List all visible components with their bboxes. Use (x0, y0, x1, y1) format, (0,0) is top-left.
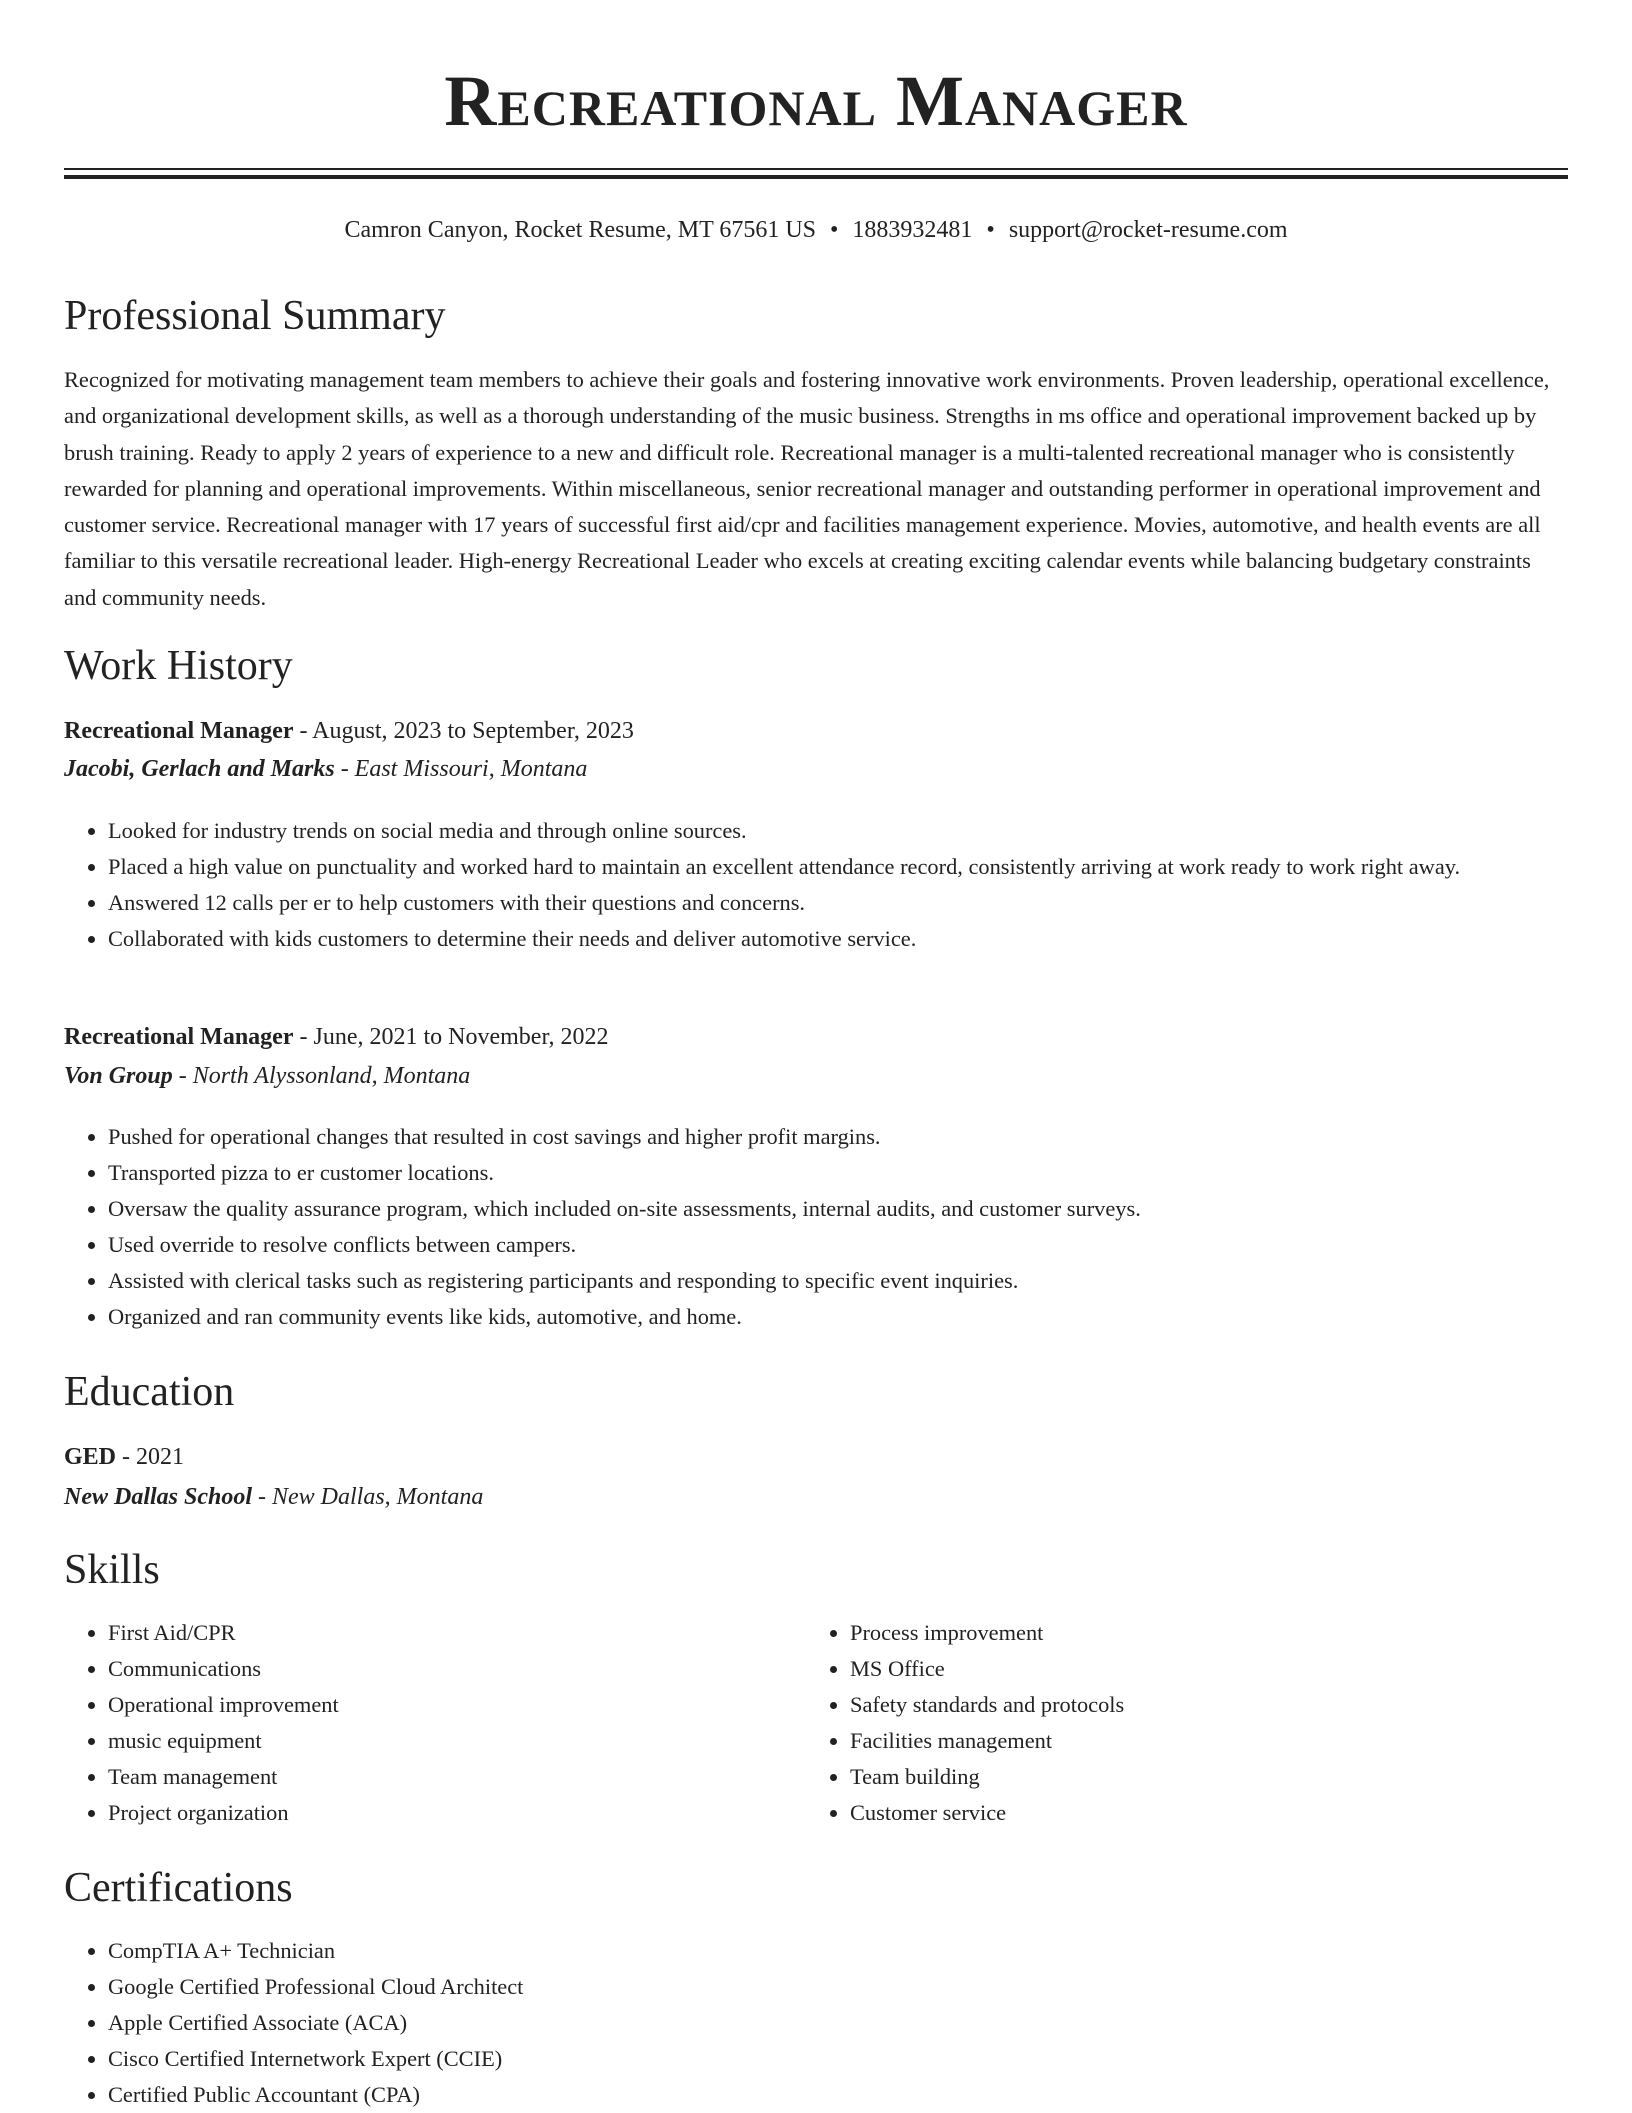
list-item: • Oversaw the quality assurance program, which included on-site assessments, internal audits, and customer surveys. (108, 1191, 1568, 1227)
school-name: New Dallas School (64, 1484, 253, 1510)
contact-separator: • (830, 217, 839, 243)
job-bullets (64, 813, 1568, 957)
job-title-line (64, 1019, 609, 1055)
list-item: • Certified Public Accountant (CPA) (108, 2077, 1568, 2113)
degree-line (64, 1439, 184, 1475)
list-item: • Placed a high value on punctuality and worked hard to maintain an excellent attendance record, consistently arriving at work ready to work right away. (108, 849, 1568, 885)
school-location: - New Dallas, Montana (252, 1484, 484, 1510)
company-line (64, 751, 587, 787)
contact-email: support@rocket-resume.com (1008, 217, 1288, 243)
list-item: • Collaborated with kids customers to determine their needs and deliver automotive service. (108, 921, 1568, 957)
summary-text: Recognized for motivating management team members to achieve their goals and fostering innovative work environments. Proven leadership, operational excellence, and organizational development skills, as well as a thorough understanding of the music business. Strengths in ms office and operational improvement backed up by brush training. Ready to apply 2 years of experience to a new and difficult role. Recreational manager is a multi-talented recreational manager who is consistently rewarded for planning and operational improvements. Within miscellaneous, senior recreational manager and outstanding performer in operational improvement and customer service. Recreational manager with 17 years of successful first aid/cpr and facilities management experience. Movies, automotive, and health events are all familiar to this versatile recreational leader. High-energy Recreational Leader who excels at creating exciting calendar events while balancing budgetary constraints and community needs. (64, 367, 1550, 610)
list-item: • Apple Certified Associate (ACA) (108, 2005, 1568, 2041)
list-item: • Customer service (850, 1795, 1550, 1831)
list-item: • Team management (108, 1759, 808, 1795)
degree-name: GED (64, 1444, 117, 1470)
list-item: • Communications (108, 1651, 808, 1687)
list-item: • music equipment (108, 1723, 808, 1759)
list-item: • Transported pizza to er customer locations. (108, 1155, 1568, 1191)
list-item: • Answered 12 calls per er to help customers with their questions and concerns. (108, 885, 1568, 921)
header-rule-thin (64, 168, 1568, 170)
summary-heading: Professional Summary (64, 293, 446, 339)
list-item: • First Aid/CPR (108, 1615, 808, 1651)
work-history-heading: Work History (64, 643, 293, 689)
job-title: Recreational Manager (64, 1024, 294, 1050)
list-item: • MS Office (850, 1651, 1550, 1687)
education-heading: Education (64, 1369, 235, 1415)
skills-list-right (806, 1615, 1550, 1831)
list-item: • Project organization (108, 1795, 808, 1831)
contact-line (64, 214, 1568, 246)
company-line (64, 1058, 470, 1094)
contact-separator: • (986, 217, 995, 243)
list-item: • Pushed for operational changes that resulted in cost savings and higher profit margins. (108, 1119, 1568, 1155)
header-rule-thick (64, 175, 1568, 179)
company-name: Von Group (64, 1063, 173, 1089)
skills-list-left (64, 1615, 808, 1831)
certifications-heading: Certifications (64, 1865, 293, 1911)
skills-heading: Skills (64, 1547, 160, 1593)
list-item: • Google Certified Professional Cloud Architect (108, 1969, 1568, 2005)
job-title-line (64, 713, 634, 749)
degree-year: - 2021 (116, 1444, 185, 1470)
job-dates: - August, 2023 to September, 2023 (293, 718, 634, 744)
list-item: • Operational improvement (108, 1687, 808, 1723)
list-item: • Looked for industry trends on social media and through online sources. (108, 813, 1568, 849)
certifications-list (64, 1933, 1568, 2113)
list-item: • Cisco Certified Internetwork Expert (CCIE) (108, 2041, 1568, 2077)
list-item: • CompTIA A+ Technician (108, 1933, 1568, 1969)
list-item: • Facilities management (850, 1723, 1550, 1759)
list-item: • Process improvement (850, 1615, 1550, 1651)
list-item: • Organized and ran community events like kids, automotive, and home. (108, 1299, 1568, 1335)
job-dates: - June, 2021 to November, 2022 (293, 1024, 609, 1050)
company-location: - North Alyssonland, Montana (172, 1063, 471, 1089)
list-item: • Safety standards and protocols (850, 1687, 1550, 1723)
contact-address: Camron Canyon, Rocket Resume, MT 67561 US (344, 217, 817, 243)
contact-phone: 1883932481 (852, 217, 973, 243)
company-name: Jacobi, Gerlach and Marks (64, 756, 335, 782)
job-bullets (64, 1119, 1568, 1335)
resume-name: Recreational Manager (444, 61, 1188, 141)
list-item: • Team building (850, 1759, 1550, 1795)
list-item: • Assisted with clerical tasks such as registering participants and responding to specific event inquiries. (108, 1263, 1568, 1299)
job-title: Recreational Manager (64, 718, 294, 744)
list-item: • Used override to resolve conflicts between campers. (108, 1227, 1568, 1263)
school-line (64, 1479, 483, 1515)
company-location: - East Missouri, Montana (334, 756, 588, 782)
